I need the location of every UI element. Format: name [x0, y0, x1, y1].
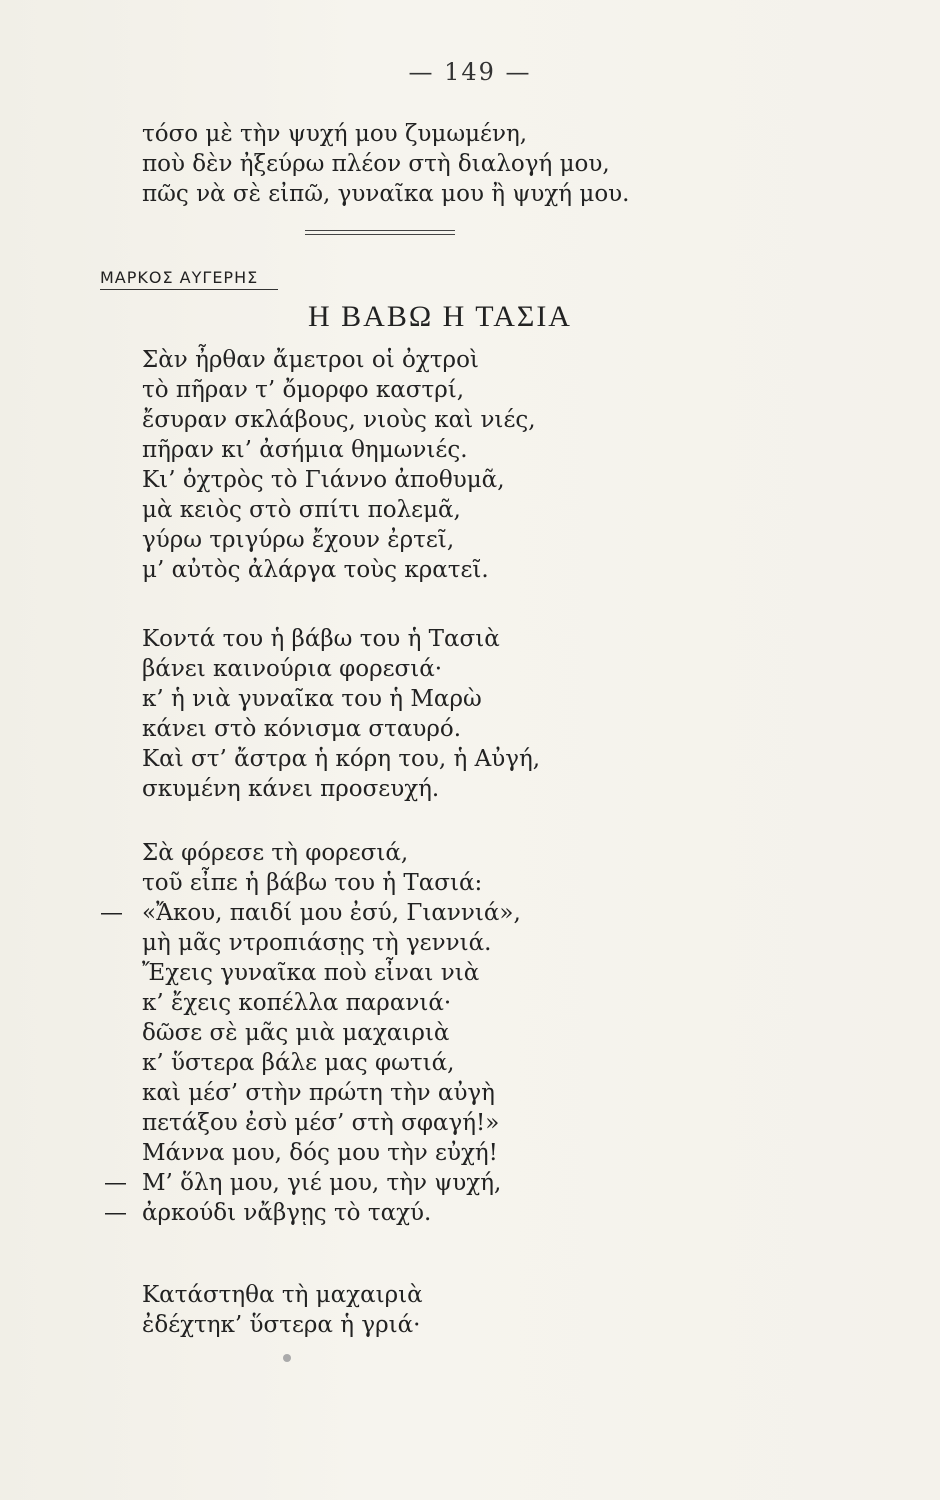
verse-line: ἔσυραν σκλάβους, νιοὺς καὶ νιές, [142, 407, 536, 433]
verse-line: Κατάστηθα τὴ μαχαιριὰ [142, 1282, 423, 1308]
page-number: — 149 — [408, 58, 532, 86]
dialogue-dash: — [100, 900, 123, 926]
verse-line: βάνει καινούρια φορεσιά· [142, 656, 443, 682]
poem-title: Η ΒΑΒΩ Η ΤΑΣΙΑ [308, 300, 572, 333]
verse-line: Μάννα μου, δός μου τὴν εὐχή! [142, 1140, 498, 1166]
verse-line: τοῦ εἶπε ἡ βάβω του ἡ Τασιά: [142, 870, 483, 896]
verse-line: Καὶ στ’ ἄστρα ἡ κόρη του, ἡ Αὐγή, [142, 746, 541, 772]
verse-line: γύρω τριγύρω ἔχουν ἐρτεῖ, [142, 527, 455, 553]
verse-line: τόσο μὲ τὴν ψυχή μου ζυμωμένη, [142, 121, 528, 147]
verse-line: πῆραν κι’ ἀσήμια θημωνιές. [142, 437, 468, 463]
stanza-2 [142, 624, 802, 804]
verse-line: Ἔχεις γυναῖκα ποὺ εἶναι νιὰ [142, 960, 480, 986]
verse-line: Κοντά του ἡ βάβω του ἡ Τασιὰ [142, 626, 500, 652]
verse-line: κάνει στὸ κόνισμα σταυρό. [142, 716, 462, 742]
verse-line: ποὺ δὲν ἠξεύρω πλέον στὴ διαλογή μου, [142, 151, 610, 177]
verse-line: σκυμένη κάνει προσευχή. [142, 776, 440, 802]
print-mark [283, 1354, 291, 1362]
verse-line: Σὰ φόρεσε τὴ φορεσιά, [142, 840, 409, 866]
previous-poem-end [142, 119, 802, 209]
verse-line: ἐδέχτηκ’ ὕστερα ἡ γριά· [142, 1312, 421, 1338]
verse-line: Μ’ ὅλη μου, γιέ μου, τὴν ψυχή, [142, 1170, 502, 1196]
verse-line: καὶ μέσ’ στὴν πρώτη τὴν αὐγὴ [142, 1080, 495, 1106]
section-divider [305, 230, 455, 235]
verse-line: Σὰν ἦρθαν ἄμετροι οἱ ὀχτροὶ [142, 347, 479, 373]
verse-line: Κι’ ὀχτρὸς τὸ Γιάννο ἀποθυμᾶ, [142, 467, 505, 493]
verse-line: μ’ αὐτὸς ἀλάργα τοὺς κρατεῖ. [142, 557, 489, 583]
verse-line: ἀρκούδι νἄβγῃς τὸ ταχύ. [142, 1200, 432, 1226]
verse-line: κ’ ὕστερα βάλε μας φωτιά, [142, 1050, 455, 1076]
verse-line: μὴ μᾶς ντροπιάσῃς τὴ γεννιά. [142, 930, 492, 956]
stanza-3 [142, 838, 802, 1228]
verse-line: δῶσε σὲ μᾶς μιὰ μαχαιριὰ [142, 1020, 450, 1046]
stanza-1 [142, 345, 802, 585]
stanza-4 [142, 1280, 802, 1340]
verse-line: κ’ ἔχεις κοπέλλα παρανιά· [142, 990, 452, 1016]
dialogue-dash: — [104, 1200, 127, 1226]
verse-line: «Ἄκου, παιδί μου ἐσύ, Γιαννιά», [142, 900, 521, 926]
verse-line: τὸ πῆραν τ’ ὄμορφο καστρί, [142, 377, 465, 403]
author-name: ΜΑΡΚΟΣ ΑΥΓΕΡΗΣ [100, 268, 278, 290]
dialogue-dash: — [104, 1170, 127, 1196]
verse-line: μὰ κειὸς στὸ σπίτι πολεμᾶ, [142, 497, 461, 523]
verse-line: πετάξου ἐσὺ μέσ’ στὴ σφαγή!» [142, 1110, 500, 1136]
verse-line: κ’ ἡ νιὰ γυναῖκα του ἡ Μαρὼ [142, 686, 482, 712]
verse-line: πῶς νὰ σὲ εἰπῶ, γυναῖκα μου ἢ ψυχή μου. [142, 181, 630, 207]
